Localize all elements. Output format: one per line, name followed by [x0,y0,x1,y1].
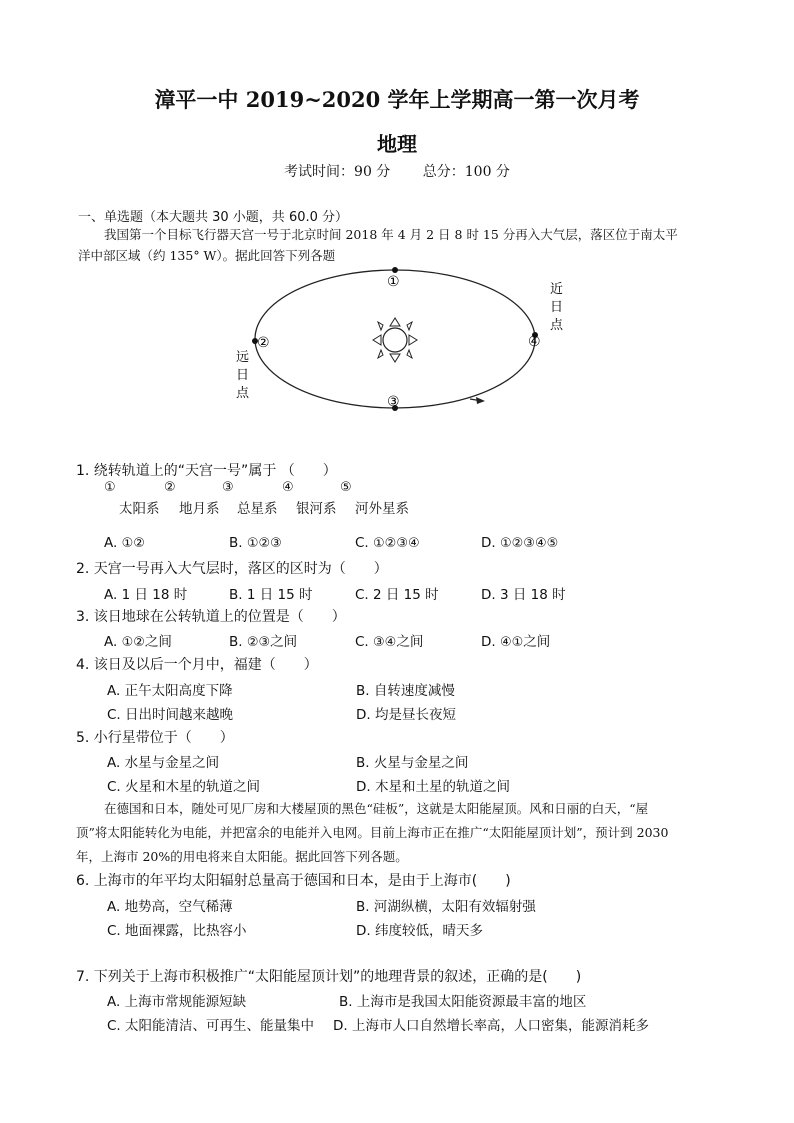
position-label-3: ③ [387,394,400,410]
q7-stem: 7. 下列关于上海市积极推广“太阳能屋顶计划”的地理背景的叙述，正确的是( ) [76,969,582,985]
exam-title: 漳平一中 2019~2020 学年上学期高一第一次月考 [154,87,640,112]
perihelion-char-3: 点 [550,318,564,333]
perihelion-char-2: 日 [550,300,564,315]
q1-num-4: ④ [282,480,294,495]
q4-option-b[interactable]: B. 自转速度减慢 [356,683,455,699]
exam-info [0,161,794,181]
q3-option-c[interactable]: C. ③④之间 [355,634,424,650]
position-label-1: ① [387,274,400,290]
aphelion-char-3: 点 [236,386,250,401]
q2-option-a[interactable]: A. 1 日 18 时 [104,587,188,603]
q1-num-2: ② [164,480,176,495]
q2-option-b[interactable]: B. 1 日 15 时 [229,587,313,603]
q7-option-d[interactable]: D. 上海市人口自然增长率高，人口密集，能源消耗多 [333,1018,649,1034]
sun-icon [373,318,417,362]
q7-option-b[interactable]: B. 上海市是我国太阳能资源最丰富的地区 [339,994,587,1010]
q6-option-b[interactable]: B. 河湖纵横，太阳有效辐射强 [356,899,536,915]
q6-option-c[interactable]: C. 地面裸露，比热容小 [107,923,247,939]
q3-option-a[interactable]: A. ①②之间 [104,634,172,650]
q4-option-c[interactable]: C. 日出时间越来越晚 [107,707,234,723]
position-dot-1 [392,267,398,273]
q1-item-4: 银河系 [296,501,337,517]
subject-title: 地理 [377,132,417,156]
passage1-line1: 我国第一个目标飞行器天宫一号于北京时间 2018 年 4 月 2 日 8 时 15 分再入大气层，落区位于南太平 [104,227,678,242]
q1-item-row [0,497,794,517]
q1-item-5: 河外星系 [355,501,409,517]
q5-option-c[interactable]: C. 火星和木星的轨道之间 [107,779,261,795]
aphelion-char-1: 远 [236,350,250,365]
passage1-line2: 洋中部区域（约 135° W）。据此回答下列各题 [78,248,336,263]
q4-option-d[interactable]: D. 均是昼长夜短 [356,707,456,723]
q1-option-b[interactable]: B. ①②③ [229,535,282,551]
section-heading: 一、单选题（本大题共 30 小题，共 60.0 分） [78,210,349,225]
q7-option-a[interactable]: A. 上海市常规能源短缺 [107,994,247,1010]
q1-stem: 1. 绕转轨道上的“天宫一号”属于 （ ） [76,463,337,479]
q2-stem: 2. 天宫一号再入大气层时，落区的区时为（ ） [76,561,388,577]
position-label-2: ② [257,335,270,351]
orbit-arrow-head [476,397,485,404]
exam-total: 总分：100 分 [422,164,510,180]
exam-time: 考试时间：90 分 [284,164,391,180]
q1-item-3: 总星系 [237,501,278,517]
q1-number-row [104,480,364,498]
passage2-line2: 顶”将太阳能转化为电能，并把富余的电能并入电网。目前上海市正在推广“太阳能屋顶计划”，预计到 2030 [76,825,669,840]
q6-option-d[interactable]: D. 纬度较低，晴天多 [356,923,483,939]
q3-option-b[interactable]: B. ②③之间 [229,634,298,650]
q3-option-d[interactable]: D. ④①之间 [481,634,551,650]
q5-option-a[interactable]: A. 水星与金星之间 [107,755,220,771]
q1-item-1: 太阳系 [119,501,160,517]
q1-option-a[interactable]: A. ①② [104,535,145,551]
orbit-diagram [230,262,590,412]
q5-stem: 5. 小行星带位于（ ） [76,730,234,746]
q4-option-a[interactable]: A. 正午太阳高度下降 [107,683,233,699]
perihelion-char-1: 近 [550,282,564,297]
q2-option-c[interactable]: C. 2 日 15 时 [355,587,439,603]
q1-num-3: ③ [222,480,234,495]
position-label-4: ④ [528,334,541,350]
q1-item-2: 地月系 [179,501,220,517]
aphelion-char-2: 日 [236,368,250,383]
q7-option-c[interactable]: C. 太阳能清洁、可再生、能量集中 [107,1018,315,1034]
q1-num-1: ① [104,480,116,495]
passage2-line3: 年，上海市 20%的用电将来自太阳能。据此回答下列各题。 [76,849,408,864]
q4-stem: 4. 该日及以后一个月中，福建（ ） [76,657,318,673]
q2-option-d[interactable]: D. 3 日 18 时 [481,587,566,603]
q6-stem: 6. 上海市的年平均太阳辐射总量高于德国和日本，是由于上海市( ) [76,873,511,889]
q1-option-c[interactable]: C. ①②③④ [355,535,420,551]
q6-option-a[interactable]: A. 地势高，空气稀薄 [107,899,233,915]
q3-stem: 3. 该日地球在公转轨道上的位置是（ ） [76,609,346,625]
passage2-line1: 在德国和日本，随处可见厂房和大楼屋顶的黑色“硅板”，这就是太阳能屋顶。风和日丽的白天，“屋 [104,801,649,816]
q5-option-d[interactable]: D. 木星和土星的轨道之间 [356,779,510,795]
q1-option-d[interactable]: D. ①②③④⑤ [481,535,559,551]
q1-num-5: ⑤ [340,480,352,495]
q5-option-b[interactable]: B. 火星与金星之间 [356,755,469,771]
